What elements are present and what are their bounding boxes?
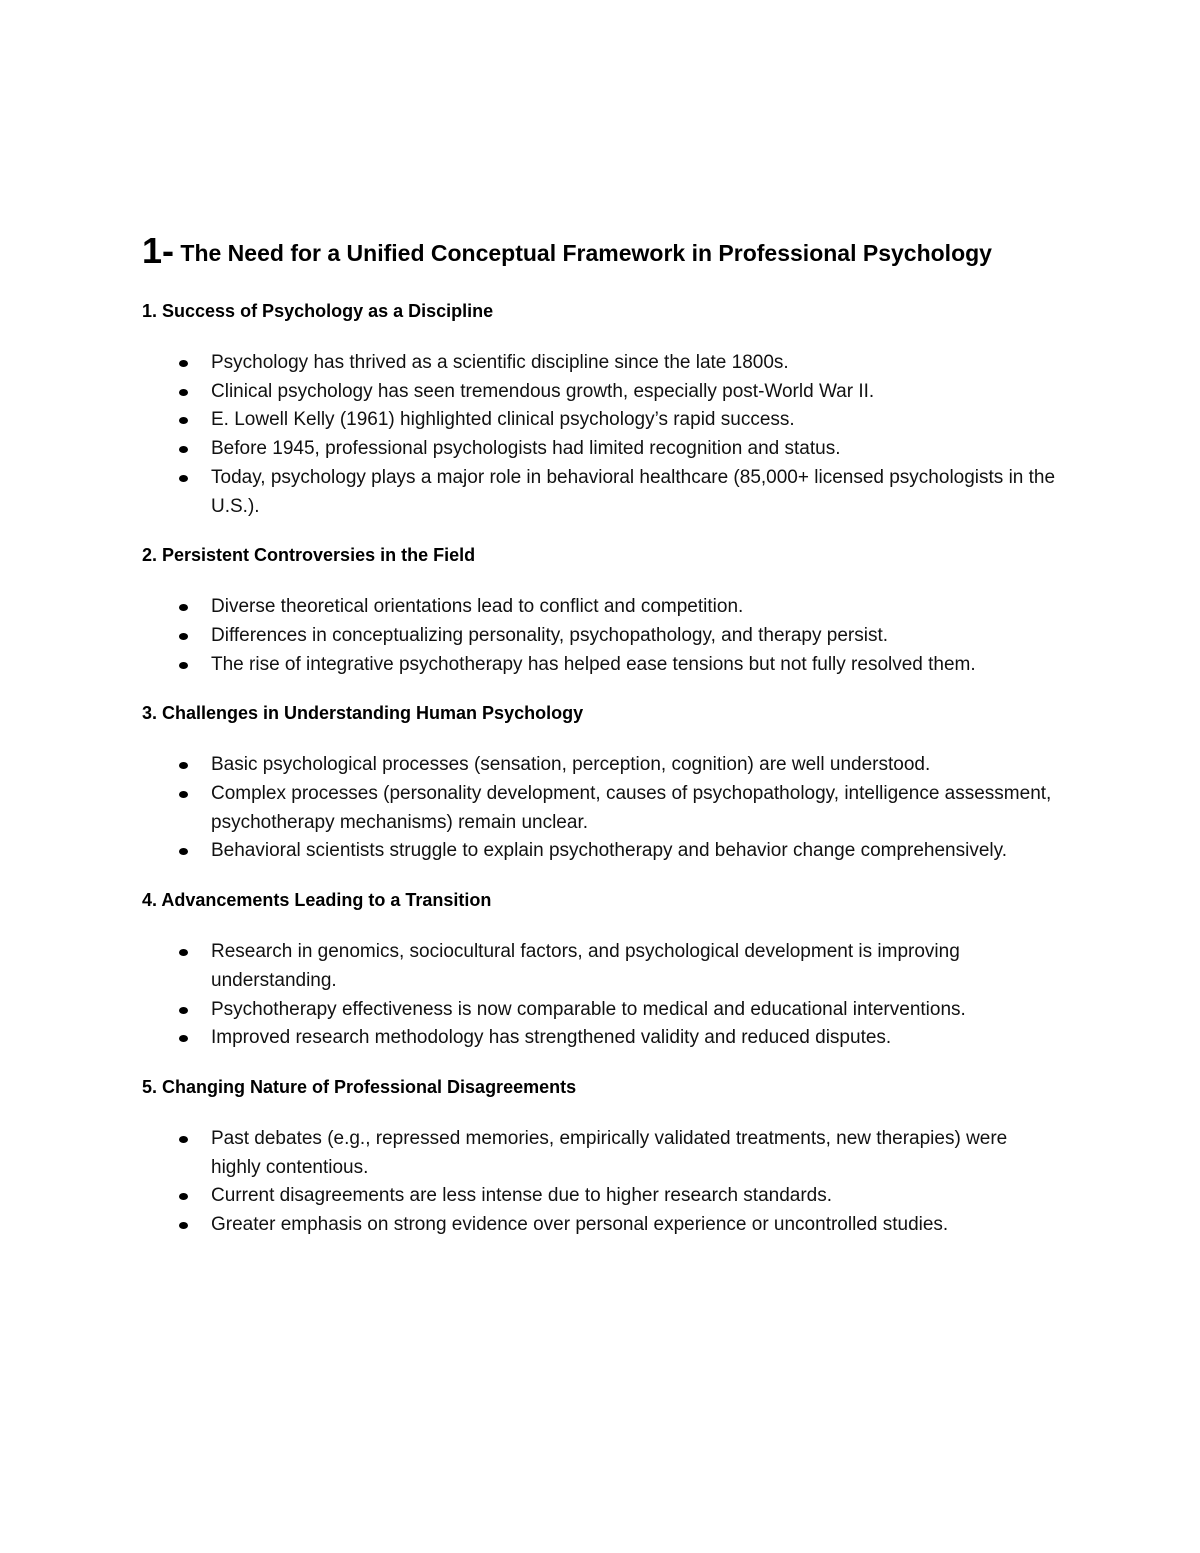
bullet-icon (179, 417, 188, 424)
section (142, 1075, 1062, 1240)
bullet-text: Today, psychology plays a major role in behavioral healthcare (85,000+ licensed psychologists in the U.S.). (211, 466, 1056, 517)
bullet-text: Before 1945, professional psychologists had limited recognition and status. (211, 438, 841, 460)
bullet-list (142, 751, 1062, 866)
title-number: 1- (142, 230, 175, 271)
list-item (142, 435, 1062, 464)
list-item (142, 938, 1062, 995)
bullet-icon (179, 360, 188, 367)
bullet-icon (179, 848, 188, 855)
list-item (142, 349, 1062, 378)
bullet-icon (179, 389, 188, 396)
bullet-icon (179, 633, 188, 640)
bullet-text: Current disagreements are less intense due to higher research standards. (211, 1185, 833, 1207)
bullet-icon (179, 949, 188, 956)
list-item (142, 996, 1062, 1025)
bullet-icon (179, 1136, 188, 1143)
list-item (142, 378, 1062, 407)
bullet-text: Differences in conceptualizing personality, psychopathology, and therapy persist. (211, 624, 889, 646)
list-item (142, 593, 1062, 622)
section (142, 701, 1062, 866)
bullet-text: Diverse theoretical orientations lead to conflict and competition. (211, 596, 744, 618)
document-page (142, 232, 1062, 1262)
bullet-icon (179, 475, 188, 482)
section (142, 888, 1062, 1053)
bullet-list (142, 349, 1062, 521)
bullet-text: Clinical psychology has seen tremendous growth, especially post-World War II. (211, 380, 875, 402)
list-item (142, 751, 1062, 780)
bullet-text: Improved research methodology has strengthened validity and reduced disputes. (211, 1027, 892, 1049)
bullet-text: Complex processes (personality development, causes of psychopathology, intelligence assessment, psychotherapy mechanisms) remain unclear. (211, 783, 1052, 833)
bullet-text: The rise of integrative psychotherapy has helped ease tensions but not fully resolved them. (211, 653, 976, 675)
sections-container (142, 299, 1062, 1240)
bullet-icon (179, 1035, 188, 1042)
bullet-list (142, 1125, 1062, 1240)
bullet-text: Psychotherapy effectiveness is now comparable to medical and educational interventions. (211, 998, 966, 1020)
bullet-text: Psychology has thrived as a scientific discipline since the late 1800s. (211, 352, 789, 373)
bullet-icon (179, 1193, 188, 1200)
list-item (142, 651, 1062, 680)
list-item (142, 464, 1062, 521)
bullet-icon (179, 762, 188, 769)
section-heading: 2. Persistent Controversies in the Field (142, 545, 476, 566)
bullet-text: E. Lowell Kelly (1961) highlighted clinical psychology’s rapid success. (211, 409, 795, 431)
bullet-icon (179, 446, 188, 453)
bullet-text: Greater emphasis on strong evidence over personal experience or uncontrolled studies. (211, 1214, 949, 1236)
list-item (142, 1182, 1062, 1211)
title-text: The Need for a Unified Conceptual Framework in Professional Psychology (180, 240, 992, 266)
list-item (142, 1211, 1062, 1240)
list-item (142, 780, 1062, 837)
section (142, 543, 1062, 679)
section-heading: 4. Advancements Leading to a Transition (142, 890, 492, 911)
document-title (142, 232, 1062, 272)
bullet-icon (179, 1222, 188, 1229)
bullet-text: Behavioral scientists struggle to explain psychotherapy and behavior change comprehensively. (211, 840, 1007, 862)
bullet-icon (179, 791, 188, 798)
list-item (142, 837, 1062, 866)
bullet-list (142, 593, 1062, 679)
bullet-text: Past debates (e.g., repressed memories, empirically validated treatments, new therapies) were highly contentious. (211, 1127, 1008, 1178)
section-heading: 1. Success of Psychology as a Discipline (142, 301, 494, 321)
section-heading: 5. Changing Nature of Professional Disagreements (142, 1076, 577, 1097)
section-heading: 3. Challenges in Understanding Human Psychology (142, 703, 584, 724)
list-item (142, 622, 1062, 651)
bullet-icon (179, 662, 188, 669)
bullet-text: Research in genomics, sociocultural factors, and psychological development is improving understanding. (211, 941, 960, 991)
bullet-text: Basic psychological processes (sensation, perception, cognition) are well understood. (211, 754, 931, 776)
list-item (142, 1125, 1062, 1182)
bullet-icon (179, 1007, 188, 1014)
list-item (142, 1024, 1062, 1053)
list-item (142, 406, 1062, 435)
section (142, 299, 1062, 521)
bullet-icon (179, 604, 188, 611)
bullet-list (142, 938, 1062, 1053)
